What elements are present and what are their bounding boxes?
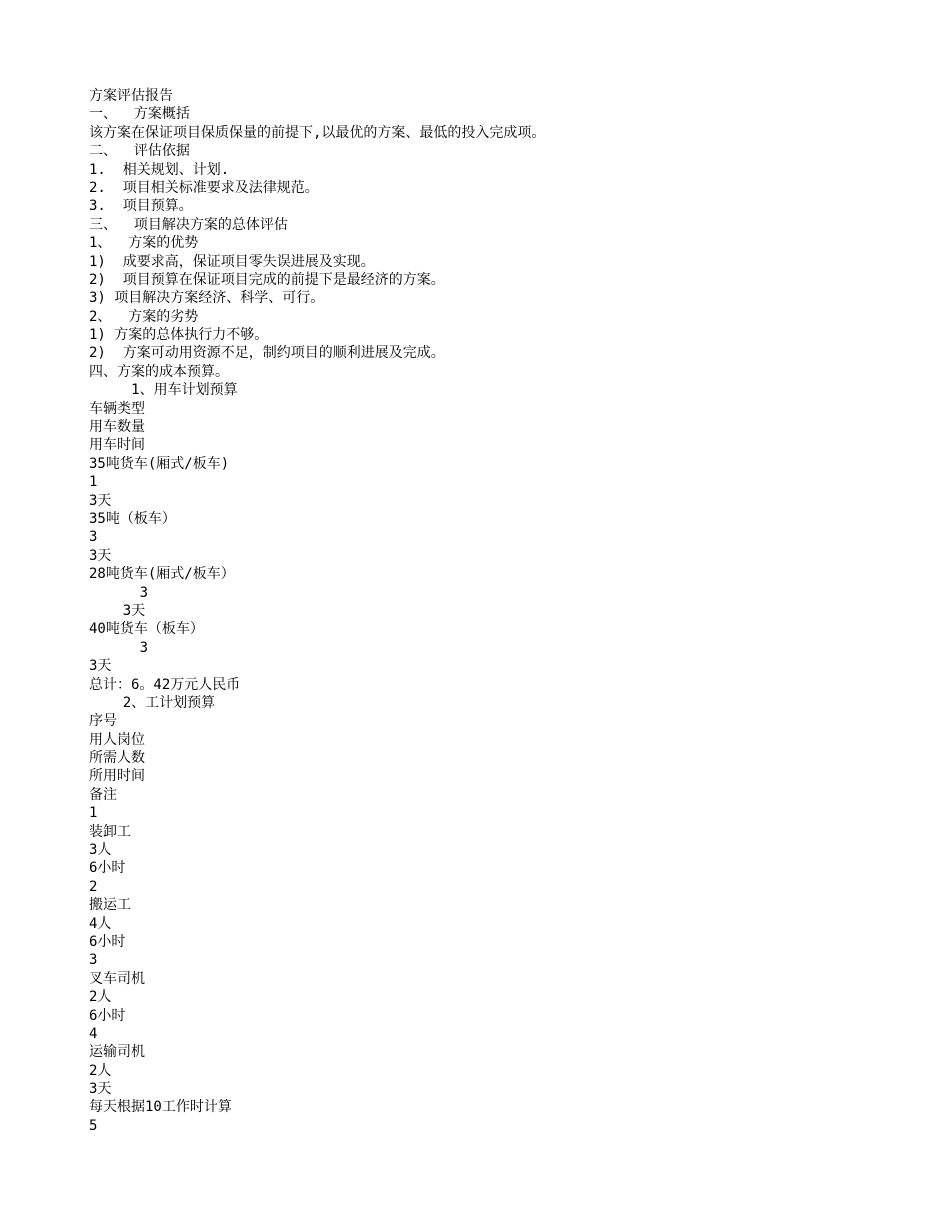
table-header-cell: 用车数量 [89, 419, 145, 436]
table-cell: 35吨货车(厢式/板车) [89, 455, 230, 472]
table-header-cell: 所用时间 [89, 768, 145, 785]
list-item: 3) 项目解决方案经济、科学、可行。 [89, 290, 325, 307]
section-heading-2: 二、 评估依据 [89, 143, 190, 160]
table-cell: 6小时 [89, 860, 126, 877]
section-heading-1: 一、 方案概括 [89, 106, 190, 123]
table-cell: 3人 [89, 842, 112, 859]
table-cell: 3 [89, 529, 98, 546]
section-heading-3: 三、 项目解决方案的总体评估 [89, 216, 288, 233]
doc-title: 方案评估报告 [89, 88, 173, 104]
table-cell: 叉车司机 [89, 970, 145, 987]
table-cell: 5 [89, 1117, 98, 1134]
subsection-heading: 2、工计划预算 [89, 694, 216, 711]
table-cell: 4 [89, 1025, 98, 1042]
table-cell: 1 [89, 805, 98, 822]
table-cell: 3天 [89, 492, 112, 509]
list-item: 2. 项目相关标准要求及法律规范。 [89, 179, 319, 196]
list-item: 1) 方案的总体执行力不够。 [89, 327, 269, 344]
table-cell: 2人 [89, 989, 112, 1006]
table-cell: 装卸工 [89, 823, 131, 840]
subsection-heading: 1、用车计划预算 [89, 382, 238, 399]
table-cell: 2 [89, 878, 98, 895]
table-cell: 3 [89, 952, 98, 969]
table-cell: 4人 [89, 915, 112, 932]
table-header-cell: 用人岗位 [89, 731, 145, 748]
table-cell: 2人 [89, 1062, 112, 1079]
table-cell: 3 [89, 584, 149, 601]
table-cell: 6小时 [89, 933, 126, 950]
table-cell: 3天 [89, 547, 112, 564]
table-cell: 3天 [89, 1081, 112, 1098]
list-item: 2) 方案可动用资源不足，制约项目的顺利进展及完成。 [89, 345, 445, 362]
table-cell: 3 [89, 639, 149, 656]
total-line: 总计：6。42万元人民币 [89, 676, 241, 693]
table-cell: 3天 [89, 658, 112, 675]
table-cell: 运输司机 [89, 1044, 145, 1061]
document-body [89, 87, 909, 1135]
subsection-heading: 2、 方案的劣势 [89, 308, 199, 325]
list-item: 2) 项目预算在保证项目完成的前提下是最经济的方案。 [89, 271, 445, 288]
table-cell: 每天根据10工作时计算 [89, 1099, 232, 1116]
list-item: 3. 项目预算。 [89, 198, 193, 215]
table-header-cell: 用车时间 [89, 437, 145, 454]
section-heading-4: 四、方案的成本预算。 [89, 363, 229, 380]
subsection-heading: 1、 方案的优势 [89, 235, 199, 252]
table-header-cell: 序号 [89, 713, 117, 730]
table-cell: 35吨（板车） [89, 510, 176, 527]
table-cell: 40吨货车（板车） [89, 621, 204, 638]
list-item: 1. 相关规划、计划. [89, 161, 230, 178]
table-cell: 搬运工 [89, 897, 131, 914]
table-cell: 6小时 [89, 1007, 126, 1024]
table-cell: 3天 [89, 602, 146, 619]
table-cell: 1 [89, 474, 98, 491]
table-header-cell: 车辆类型 [89, 400, 145, 417]
text-line: 该方案在保证项目保质保量的前提下,以最优的方案、最低的投入完成项。 [89, 124, 546, 141]
table-cell: 28吨货车(厢式/板车） [89, 566, 235, 583]
list-item: 1) 成要求高，保证项目零失误进展及实现。 [89, 253, 375, 270]
table-header-cell: 备注 [89, 786, 117, 803]
table-header-cell: 所需人数 [89, 750, 145, 767]
